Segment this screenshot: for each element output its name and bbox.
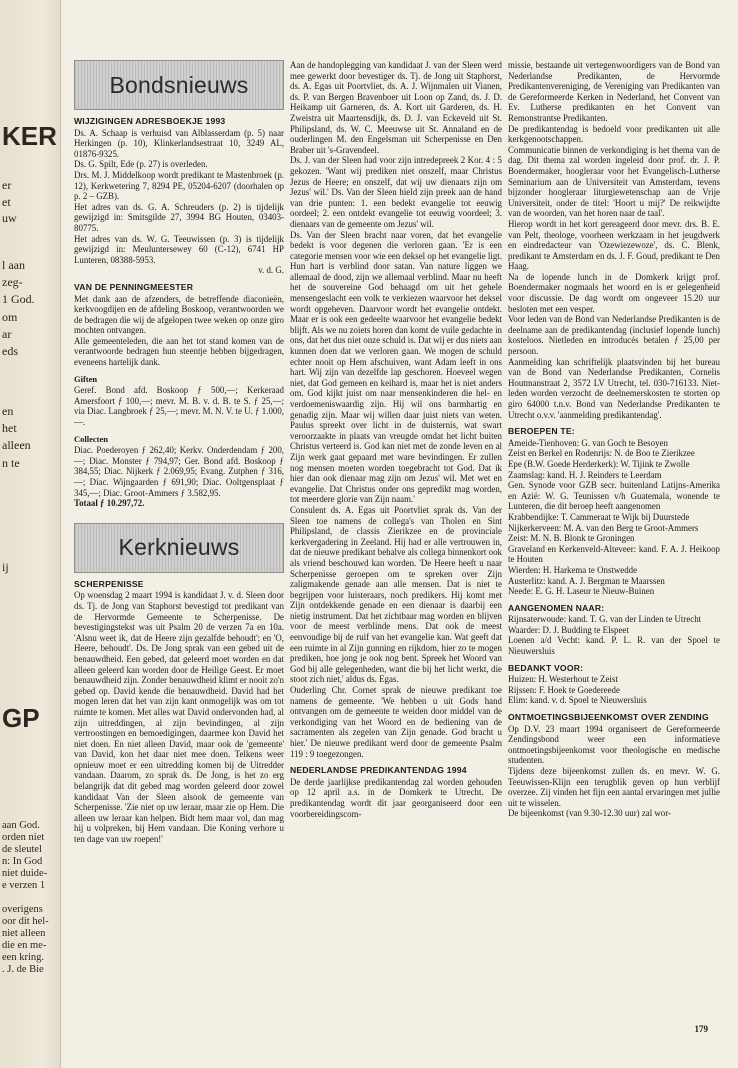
spine-line: aan God. (2, 820, 40, 831)
collecten-total: Totaal ƒ 10.297,72. (74, 498, 145, 509)
kerknieuws-banner (74, 523, 284, 573)
beroepen-item: Zeist: M. N. B. Blonk te Groningen (508, 533, 635, 544)
spine-line: overigens (2, 904, 43, 915)
adres-paragraph: Ds. A. Schaap is verhuisd van Alblasserdam (p. 5) naar Herkingen (p. 10), Klinkerlandsestraat 10, 3249 AL, 01876-9325. (74, 127, 284, 159)
scherpenisse-text: Op woensdag 2 maart 1994 is kandidaat J. v. d. Sleen door ds. Tj. de Jong van Staphorst bevestigd tot predikant van de Hervormde Gemeente te Scherpenisse. De bevestigingstekst was uit Psalm 20 de verzen 7a en 10a. 'Alsnu weet ik, dat de Heere zijn gezalfde behoudt'; en 'O, Heere, behoudt'. Ds. De Jong sprak van een gebed uit de benauwdheid. Een gebed, dat geleerd moet worden en dat alleen geleerd kan worden door de Heilige Geest. Er moet benauwdheid zijn. Zonder benauwdheid klimt er nooit zo'n gebed op. David kende die benauwdheid. David had het mogen leren dat het van zijn kant onmogelijk was om tot ruimte te komen. Met alles wat David ondervonden had, al zijn uitreddingen, al zijn bevindingen, al zijn vertroostingen en bemoedigingen, daarmee kon David het niet doen. En niet alleen David, maar ook de 'gemeente' van David, kon het daar niet mee doen. Telkens weer opnieuw moet er een uitredding komen bij de Uitredder vandaan. Daarom, zo sprak ds. De Jong, is het zo erg belangrijk dat dit gebed mag worden geleerd door zowel kandidaat Van der Sleen alsook de gemeente van Scherpenisse. 'Zie niet op uw leraar, maar zie op Hem. Die alleen uw leraar kan helpen. Bidt hem maar vol, dan mag hij u volpreken, bij Hem vandaan. Die Koning verhore u ten dage van uw roepen!' (74, 590, 284, 845)
aangenomen-item: Waarder: D. J. Budding te Elspeet (508, 624, 629, 635)
spine-line: l aan (2, 258, 25, 272)
giften-heading: Giften (74, 373, 98, 384)
aangenomen-item: Rijnsaterwoude: kand. T. G. van der Linden te Utrecht (508, 614, 702, 625)
beroepen-item: Zaamslag: kand. H. J. Reinders te Leerdam (508, 469, 662, 480)
penning-heading: VAN DE PENNINGMEESTER (74, 281, 194, 292)
spine-fragment-top: KER (2, 121, 57, 151)
bondsnieuws-banner (74, 60, 284, 110)
spine-line: 1 God. (2, 292, 35, 306)
article-paragraph: Hierop wordt in het kort gereageerd door mevr. drs. B. E. van Pelt, theologe, voorheen werkzaam in het jeugdwerk en eindredacteur van 'Ozewiezewoze', ds. C. Blenk, predikant te Amsterdam en ds. J. F. Goud, predikant te Den Haag. (508, 218, 720, 272)
spine-line: et (2, 195, 11, 209)
article-paragraph: Voor leden van de Bond van Nederlandse Predikanten is de deelname aan de predikantendag (inclusief lopende lunch) kosteloos. Nietleden en introducés betalen ƒ 25,00 per persoon. (508, 314, 720, 357)
spine-line: alleen (2, 438, 31, 452)
bondsnieuws-title: Bondsnieuws (109, 71, 249, 98)
previous-page-edge (0, 0, 61, 1068)
spine-line: orden niet (2, 832, 45, 843)
aangenomen-heading: AANGENOMEN NAAR: (508, 602, 605, 613)
bedankt-item: Rijssen: F. Hoek te Goedereede (508, 684, 620, 695)
spine-line: er (2, 178, 12, 192)
column-middle (290, 60, 502, 819)
spine-line: de sleutel (2, 844, 42, 855)
article-paragraph: missie, bestaande uit vertegenwoordigers van de Bond van Nederlandse Predikanten, de Hervormde Predikantenvereniging, de Vereniging van Predikanten van de Gereformeerde Kerken in Nederland, het Convent van Ev. Lutherse predikanten en het Convent van Remonstrantse Predikanten. (508, 60, 720, 123)
beroepen-item: Austerlitz: kand. A. J. Bergman te Maarssen (508, 575, 665, 586)
article-paragraph: Ds. J. van der Sleen had voor zijn intredepreek 2 Kor. 4 : 5 gekozen. 'Want wij prediken niet onszelf, maar Christus Jezus de Heere; en onszelf, dat wij uw dienaars zijn om Jezus' wil.' Ds. Van der Sleen hield zijn preek aan de hand van drie punten: 1. een bedekt evangelie tot eeuwig oordeel; 2. een ontdekt evangelie tot eeuwig voordeel; 3. dienaars van de gemeente om Jezus' wil. (290, 155, 502, 229)
predikantendag-heading: NEDERLANDSE PREDIKANTENDAG 1994 (290, 765, 467, 776)
penning-paragraph: Met dank aan de afzenders, de betreffende diaconieën, kerkvoogdijen en de afdeling Boskoop, verantwoorden we de bedragen die wij de afgelopen twee weken op onze giro mochten ontvangen. (74, 293, 284, 336)
ontmoeting-paragraph: De bijeenkomst (van 9.30-12.30 uur) zal wor- (508, 808, 671, 819)
beroepen-item: Zeist en Berkel en Rodenrijs: N. de Boo te Zierikzee (508, 448, 695, 459)
aangenomen-item: Loenen a/d Vecht: kand. P. L. R. van der Spoel te Nieuwersluis (508, 635, 720, 657)
column-left (74, 60, 284, 845)
ontmoeting-paragraph: Tijdens deze bijeenkomst zullen ds. en mevr. W. G. Teeuwissen-Klijn een terugblik geven op hun verblijf overzee. Zij vinden het fijn een aantal ervaringen met jullie uit te wisselen. (508, 766, 720, 808)
spine-line: zeg- (2, 275, 23, 289)
spine-line: oor dit hel- (2, 916, 49, 927)
spine-fragment-mid: GP (2, 703, 40, 733)
adres-paragraph: Ds. G. Spilt, Ede (p. 27) is overleden. (74, 159, 208, 170)
spine-line: die en me- (2, 940, 47, 951)
spine-line: e verzen 1 (2, 880, 46, 891)
giften-text: Geref. Bond afd. Boskoop ƒ 500,—; Kerkeraad Amersfoort ƒ 100,—; mevr. M. B. v. d. B. te S. ƒ 25,—; via Diac. Langbroek ƒ 25,—; mevr. M. N. V. te U. ƒ 1.000,—. (74, 385, 284, 428)
bedankt-item: Elim: kand. v. d. Spoel te Nieuwersluis (508, 695, 647, 706)
beroepen-heading: BEROEPEN TE: (508, 426, 575, 437)
spine-line: niet duide- (2, 868, 48, 879)
adres-paragraph: Drs. M. J. Middelkoop wordt predikant te Mastenbroek (p. 12), Kerkwetering 7, 8294 PE, 05204-6207 (doorhalen op p. 2 – GZB). (74, 169, 284, 202)
adres-heading: WIJZIGINGEN ADRESBOEKJE 1993 (74, 116, 226, 126)
ontmoeting-paragraph: Op D.V. 23 maart 1994 organiseert de Gereformeerde Zendingsbond weer een informatieve ontmoetingsbijeenkomst voor theologische en medische studenten. (508, 723, 720, 766)
spine-line: eds (2, 344, 18, 358)
spine-line: n te (2, 456, 20, 470)
article-paragraph: Ds. Van der Sleen bracht naar voren, dat het evangelie bedekt is voor degenen die verloren gaan. 'Er is een categorie mensen voor wie een deksel op het evangelie ligt. Hun hart is verblind door satan. Van nature liggen we allemaal de dood, zijn we allemaal verblind. Maar nu heeft het de souvereine God behaagd om uit het gehele mensengeslacht een volk te verkiezen waarvoor het deksel wordt opgeheven. Daarvoor wordt het evangelie ontdekt. Maar er is ook een gedeelte waarvoor het evangelie bedekt blijft. Als we nu zoiets horen dan komt de vuile gedachte in ons, dat het dus niet onze schuld is. Dat wij er dus niets aan kunnen doen dat we verloren gaan. We mogen de schuld echter nooit op Hem afschuiven, want Adam leeft in ons hart. Wij zijn van dezelfde lap geschoren. Hoeveel wegen niet, dat God gemeen en keihard is, maar het is niet anders om. God kijkt juist om naar mensenkinderen die hel- en verdoemeniswaardig zijn. Hij wil ons barmhartig en genadig zijn. Maar wij willen daar juist niets van weten. Paulus spreekt over licht in de duisternis, wat swart veroorzaakte in plaats van vreugde omdat het licht buiten Christus verteerd is. God kan niet met de zonde leven en al Zijn werk gaat gepaard met ware bevindingen. Er zullen nog mensen moeten worden toegebracht tot God. Dat ik hier dan ook dienaar mag zijn om Jezus' wil. Met wet en evangelie. Dat Christus onder ons gepredikt mag worden, tot meerdere glorie van Zijn naam.' (290, 229, 502, 505)
scherpenisse-heading: SCHERPENISSE (74, 578, 144, 589)
spine-line: n: In God (2, 856, 43, 867)
predikantendag-text: De derde jaarlijkse predikantendag zal worden gehouden op 12 april a.s. in de Domkerk te Utrecht. De predikantendag wordt dit jaar georganiseerd door een voorbereidingscom- (290, 776, 502, 819)
collecten-text: Diac. Poederoyen ƒ 262,40; Kerkv. Onderdendam ƒ 200,—; Diac. Monster ƒ 794,97; Ger. Bond afd. Boskoop ƒ 384,55; Diac. Nijkerk ƒ 2.069,95; Evang. Zutphen ƒ 316,—; Diac. Wijngaarden ƒ 691,90; Diac. Ooltgensplaat ƒ 345,—; Diac. Groot-Ammers ƒ 3.582,95. (74, 445, 284, 498)
article-paragraph: De predikantendag is bedoeld voor predikanten uit alle kerkgenootschappen. (508, 123, 720, 145)
adres-paragraph: Het adres van ds. W. G. Teeuwissen (p. 3) is tijdelijk gewijzigd in: Meuluntersewey 60 (C-12), 6741 HP Lunteren, 08388-5953. (74, 233, 284, 265)
penning-paragraph: Alle gemeenteleden, die aan het tot stand komen van de verantwoorde bedragen hun steentje hebben bijgedragen, eveneens hartelijk dank. (74, 335, 284, 368)
kerknieuws-title: Kerknieuws (118, 534, 240, 561)
spine-line: . J. de Bie (2, 964, 44, 975)
spine-line: om (2, 310, 18, 324)
beroepen-item: Krabbendijke: T. Cammeraat te Wijk bij Duurstede (508, 511, 690, 522)
article-paragraph: Aan de handoplegging van kandidaat J. van der Sleen werd mee gewerkt door bevestiger ds. Tj. de Jong uit Staphorst, ds. A. Egas uit Poortvliet, ds. A. J. Wijnmalen uit Vianen, ds. P. van Bergen Bravenboer uit Loon op Zand, ds. J. D. Heikamp uit Garneren, ds. A. Kort uit Garderen, ds. H. Zweistra uit Maartensdijk, ds. D. J. van Eckeveld uit St. Philipsland, ds. W. C. Meeuwse uit St. Annaland en de ouderlingen M. den Engelsman uit Scherpenisse en Den Braber uit 's-Gravendeel. (290, 60, 502, 155)
spine-line: ar (2, 327, 12, 341)
adres-paragraph: Het adres van ds. G. A. Schreuders (p. 2) is tijdelijk gewijzigd in: Smitsgilde 27, 3994 BG Houten, 03403-80775. (74, 201, 284, 233)
spine-line: uw (2, 211, 17, 225)
spine-line: ij (2, 560, 9, 574)
article-paragraph: Na de lopende lunch in de Domkerk krijgt prof. Boendermaker nogmaals het woord en is er gelegenheid voor discussie. De dag wordt om ongeveer 15.20 uur besloten met een vesper. (508, 271, 720, 314)
beroepen-item: Gen. Synode voor GZB secr. buitenland Latijns-Amerika en Azië: W. G. Teunissen v/h Guatemala, wonende te Lunteren, die dit beroep heeft aangenomen (508, 480, 720, 512)
page-number: 179 (694, 1024, 708, 1034)
collecten-heading: Collecten (74, 433, 108, 444)
beroepen-item: Wierden: H. Harkema te Onstwedde (508, 564, 638, 575)
magazine-page (62, 60, 722, 1040)
beroepen-item: Epe (B.W. Goede Herderkerk): W. Tijink te Zwolle (508, 458, 690, 469)
beroepen-item: Graveland en Kerkenveld-Altevеer: kand. F. A. J. Heikoop te Houten (508, 543, 720, 565)
spine-line: niet alleen (2, 928, 46, 939)
spine-line: een kring. (2, 952, 44, 963)
bedankt-heading: BEDANKT VOOR: (508, 662, 584, 673)
article-paragraph: Ouderling Chr. Cornet sprak de nieuwe predikant toe namens de gemeente. 'We hebben u uit Gods hand ontvangen om de gemeente te weiden door middel van de verkondiging van het Woord en de bediening van de sacramenten als zegelen van Zijn genade. God bracht u hier.' De nieuwe predikant werd door de gemeente Psalm 119 : 9 toegezongen. (290, 685, 502, 759)
article-paragraph: Consulent ds. A. Egas uit Poortvliet sprak ds. Van der Sleen toe namens de collega's van Tholen en Sint Philipsland, de classis Zierikzee en de provinciale kerkvergadering in Zeeland. Hij had er alle vertrouwen in, dat de nieuwe predikant behalve als collega binnenkort ook als vriend beschouwd kan worden. 'De Heere heeft u naar Scherpenisse geroepen om te spreken over Zijn zaligmakende genade aan alle mensen. Dat is niet te begrijpen voor luisteraars, noch predikers. Hij komt met Zijn ontdekkende genade en een dienaar is daarbij een nietig instrument. Dat het zichtbaar mag worden en blijven voor de meest verblinde mens. Dat ook de meest eenvoudige bij de ruif van het evangelie kan. Wat geeft dat een ruimte in al Zijn gunning en rijkdom, hier zo te mogen prediken, hoe jong je ook nog bent. Spreek het Woord van God bij alle gelegenheden, want die bij het licht werkt, die stoot zich niet,' aldus ds. Egas. (290, 504, 502, 685)
article-paragraph: Aanmelding kan schriftelijk plaatsvinden bij het bureau van de Bond van Nederlandse Predikanten, Cornelis Houtmanstraat 2, 3572 LV Utrecht, tel. 030-716133. Niet-leden worden verzocht de deelnemerskosten te storten op giro 64000 t.n.v. Bond van Nederlandse Predikanten te Utrecht o.v.v. 'aanmelding predikantendag'. (508, 356, 720, 420)
spine-line: het (2, 421, 17, 435)
bedankt-item: Huizen: H. Westerhout te Zeist (508, 674, 618, 685)
article-paragraph: Communicatie binnen de verkondiging is het thema van de dag. Dit thema zal worden ingeleid door prof. dr. J. P. Boendermaker, hoogleraar voor het Evangelisch-Lutherse Seminarium aan de Universiteit van Amsterdam, tevens bijzonder hoogleraar liturgiewetenschap aan de Vrije Universiteit, onder de titel: 'Hoort u mij?' De reikwijdte van de woorden, van het horen naar de taal'. (508, 144, 720, 219)
beroepen-item: Ameide-Tienhoven: G. van Goch te Besoyen (508, 437, 668, 448)
signature: v. d. G. (258, 265, 284, 276)
ontmoeting-heading: ONTMOETINGSBIJEENKOMST OVER ZENDING (508, 712, 709, 723)
beroepen-item: Neede: E. G. H. Laseur te Nieuw-Buinen (508, 586, 655, 597)
column-right (508, 60, 720, 819)
spine-line: en (2, 404, 14, 418)
beroepen-item: Nijkerkerveen: M. A. van den Berg te Groot-Ammers (508, 522, 699, 533)
